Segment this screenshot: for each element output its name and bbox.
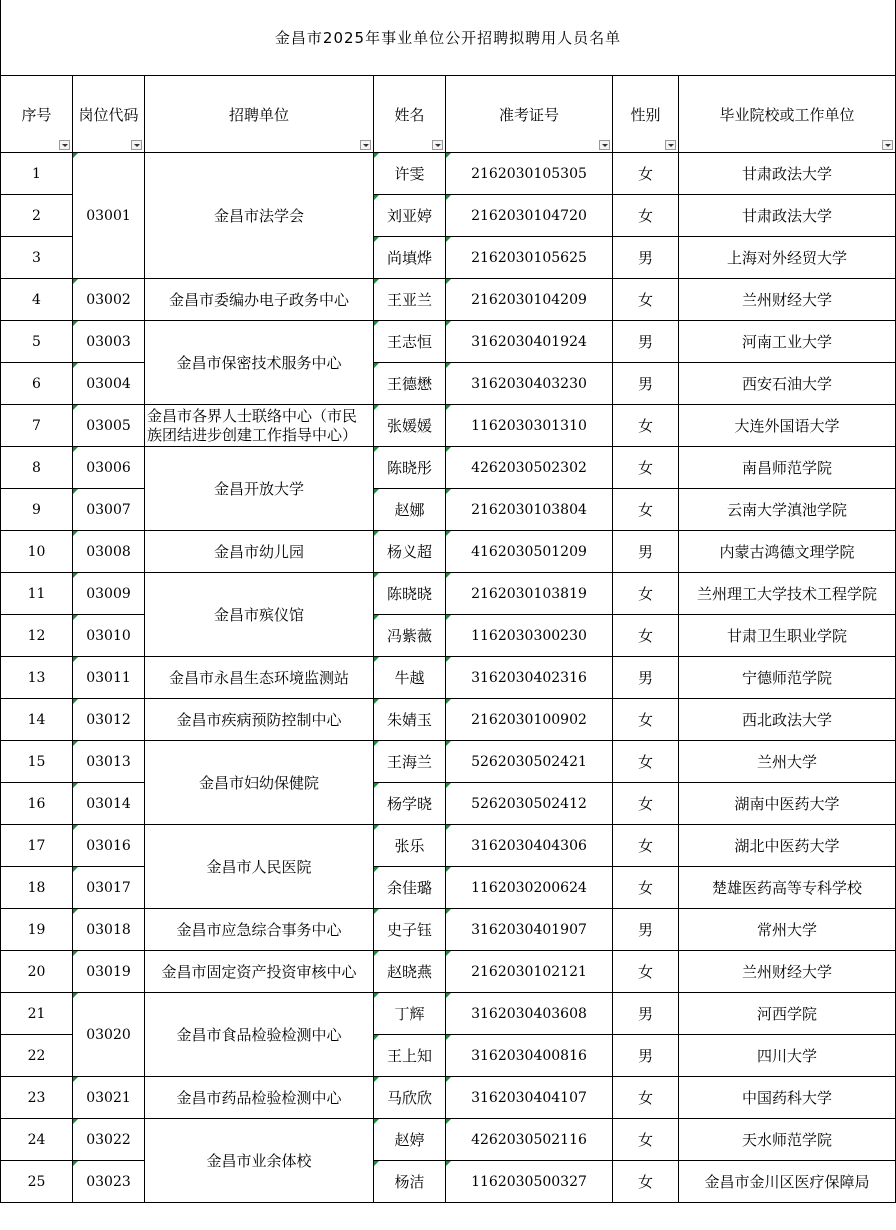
error-indicator-icon xyxy=(73,321,78,326)
cell-unit[interactable]: 金昌市殡仪馆 xyxy=(145,573,374,657)
cell-exam-no[interactable]: 2162030105625 xyxy=(446,237,613,279)
cell-school[interactable]: 湖北中医药大学 xyxy=(679,825,896,867)
cell-gender[interactable]: 女 xyxy=(613,153,679,195)
table-row xyxy=(1,783,896,825)
table-row xyxy=(1,867,896,909)
cell-name[interactable]: 丁辉 xyxy=(374,993,446,1035)
cell-exam-no[interactable]: 3162030403230 xyxy=(446,363,613,405)
cell-gender[interactable]: 女 xyxy=(613,951,679,993)
cell-seq[interactable]: 18 xyxy=(1,867,73,909)
cell-seq[interactable]: 12 xyxy=(1,615,73,657)
table-row xyxy=(1,699,896,741)
cell-post-code[interactable]: 03022 xyxy=(73,1119,145,1161)
cell-name[interactable]: 王志恒 xyxy=(374,321,446,363)
cell-gender[interactable]: 女 xyxy=(613,867,679,909)
table-row xyxy=(1,825,896,867)
cell-exam-no[interactable]: 2162030103804 xyxy=(446,489,613,531)
cell-post-code[interactable]: 03021 xyxy=(73,1077,145,1119)
error-indicator-icon xyxy=(446,405,451,410)
error-indicator-icon xyxy=(73,1161,78,1166)
error-indicator-icon xyxy=(73,825,78,830)
header-seq[interactable] xyxy=(1,76,73,153)
table-row xyxy=(1,321,896,363)
filter-dropdown-icon[interactable] xyxy=(360,140,371,150)
table-row xyxy=(1,279,896,321)
error-indicator-icon xyxy=(374,447,379,452)
cell-post-code[interactable]: 03007 xyxy=(73,489,145,531)
cell-gender[interactable]: 女 xyxy=(613,615,679,657)
cell-exam-no[interactable]: 4162030501209 xyxy=(446,531,613,573)
cell-post-code[interactable]: 03020 xyxy=(73,993,145,1077)
cell-unit[interactable]: 金昌市固定资产投资审核中心 xyxy=(145,951,374,993)
cell-gender[interactable]: 男 xyxy=(613,909,679,951)
cell-school[interactable]: 河南工业大学 xyxy=(679,321,896,363)
table-row xyxy=(1,909,896,951)
cell-name[interactable]: 许雯 xyxy=(374,153,446,195)
cell-seq[interactable]: 19 xyxy=(1,909,73,951)
cell-gender[interactable]: 女 xyxy=(613,1161,679,1203)
cell-exam-no[interactable]: 2162030100902 xyxy=(446,699,613,741)
header-exam-no-label: 准考证号 xyxy=(498,105,559,124)
error-indicator-icon xyxy=(446,825,451,830)
cell-gender[interactable]: 男 xyxy=(613,531,679,573)
cell-unit[interactable]: 金昌市幼儿园 xyxy=(145,531,374,573)
error-indicator-icon xyxy=(374,867,379,872)
error-indicator-icon xyxy=(374,1119,379,1124)
cell-gender[interactable]: 女 xyxy=(613,279,679,321)
cell-seq[interactable]: 11 xyxy=(1,573,73,615)
cell-name[interactable]: 刘亚婷 xyxy=(374,195,446,237)
error-indicator-icon xyxy=(73,951,78,956)
cell-unit[interactable]: 金昌市各界人士联络中心（市民族团结进步创建工作指导中心） xyxy=(145,405,374,447)
cell-name[interactable]: 杨义超 xyxy=(374,531,446,573)
error-indicator-icon xyxy=(73,909,78,914)
error-indicator-icon xyxy=(446,447,451,452)
cell-school[interactable]: 金昌市金川区医疗保障局 xyxy=(679,1161,896,1203)
cell-gender[interactable]: 男 xyxy=(613,657,679,699)
cell-seq[interactable]: 17 xyxy=(1,825,73,867)
cell-exam-no[interactable]: 1162030200624 xyxy=(446,867,613,909)
error-indicator-icon xyxy=(446,615,451,620)
cell-gender[interactable]: 男 xyxy=(613,363,679,405)
error-indicator-icon xyxy=(374,405,379,410)
cell-gender[interactable]: 女 xyxy=(613,1119,679,1161)
cell-school[interactable]: 甘肃政法大学 xyxy=(679,195,896,237)
cell-school[interactable]: 楚雄医药高等专科学校 xyxy=(679,867,896,909)
cell-post-code[interactable]: 03014 xyxy=(73,783,145,825)
cell-seq[interactable]: 24 xyxy=(1,1119,73,1161)
cell-exam-no[interactable]: 4262030502302 xyxy=(446,447,613,489)
cell-school[interactable]: 西北政法大学 xyxy=(679,699,896,741)
error-indicator-icon xyxy=(374,951,379,956)
error-indicator-icon xyxy=(374,153,379,158)
cell-school[interactable]: 内蒙古鸿德文理学院 xyxy=(679,531,896,573)
cell-seq[interactable]: 23 xyxy=(1,1077,73,1119)
filter-dropdown-icon[interactable] xyxy=(432,140,443,150)
error-indicator-icon xyxy=(374,489,379,494)
error-indicator-icon xyxy=(73,867,78,872)
cell-seq[interactable]: 22 xyxy=(1,1035,73,1077)
error-indicator-icon xyxy=(374,783,379,788)
error-indicator-icon xyxy=(374,615,379,620)
cell-exam-no[interactable]: 2162030102121 xyxy=(446,951,613,993)
cell-gender[interactable]: 女 xyxy=(613,825,679,867)
cell-name[interactable]: 杨学晓 xyxy=(374,783,446,825)
error-indicator-icon xyxy=(374,321,379,326)
header-name-label: 姓名 xyxy=(394,105,425,124)
cell-name[interactable]: 冯紫薇 xyxy=(374,615,446,657)
error-indicator-icon xyxy=(73,531,78,536)
cell-gender[interactable]: 男 xyxy=(613,1035,679,1077)
error-indicator-icon xyxy=(374,573,379,578)
cell-exam-no[interactable]: 2162030104209 xyxy=(446,279,613,321)
error-indicator-icon xyxy=(73,657,78,662)
error-indicator-icon xyxy=(73,993,78,998)
cell-school[interactable]: 中国药科大学 xyxy=(679,1077,896,1119)
header-school-label: 毕业院校或工作单位 xyxy=(719,105,855,124)
cell-seq[interactable]: 3 xyxy=(1,237,73,279)
error-indicator-icon xyxy=(374,741,379,746)
cell-gender[interactable]: 女 xyxy=(613,573,679,615)
cell-exam-no[interactable]: 2162030103819 xyxy=(446,573,613,615)
cell-gender[interactable]: 男 xyxy=(613,237,679,279)
cell-school[interactable]: 四川大学 xyxy=(679,1035,896,1077)
cell-post-code[interactable]: 03009 xyxy=(73,573,145,615)
error-indicator-icon xyxy=(73,363,78,368)
error-indicator-icon xyxy=(73,783,78,788)
error-indicator-icon xyxy=(73,489,78,494)
cell-school[interactable]: 大连外国语大学 xyxy=(679,405,896,447)
cell-name[interactable]: 余佳璐 xyxy=(374,867,446,909)
cell-name[interactable]: 陈晓晓 xyxy=(374,573,446,615)
cell-post-code[interactable]: 03008 xyxy=(73,531,145,573)
cell-gender[interactable]: 女 xyxy=(613,1077,679,1119)
error-indicator-icon xyxy=(446,699,451,704)
table-row xyxy=(1,1077,896,1119)
error-indicator-icon xyxy=(446,279,451,284)
error-indicator-icon xyxy=(446,363,451,368)
cell-seq[interactable]: 5 xyxy=(1,321,73,363)
error-indicator-icon xyxy=(73,1119,78,1124)
error-indicator-icon xyxy=(73,699,78,704)
cell-name[interactable]: 牛越 xyxy=(374,657,446,699)
cell-gender[interactable]: 女 xyxy=(613,195,679,237)
header-unit-label: 招聘单位 xyxy=(228,105,289,124)
error-indicator-icon xyxy=(73,279,78,284)
table-row xyxy=(1,363,896,405)
error-indicator-icon xyxy=(446,993,451,998)
cell-seq[interactable]: 8 xyxy=(1,447,73,489)
table-row xyxy=(1,951,896,993)
cell-school[interactable]: 兰州财经大学 xyxy=(679,279,896,321)
cell-exam-no[interactable]: 3162030401907 xyxy=(446,909,613,951)
cell-unit[interactable]: 金昌市药品检验检测中心 xyxy=(145,1077,374,1119)
cell-exam-no[interactable]: 1162030301310 xyxy=(446,405,613,447)
table-row xyxy=(1,993,896,1035)
cell-name[interactable]: 张乐 xyxy=(374,825,446,867)
cell-exam-no[interactable]: 4262030502116 xyxy=(446,1119,613,1161)
error-indicator-icon xyxy=(446,909,451,914)
error-indicator-icon xyxy=(374,909,379,914)
cell-unit[interactable]: 金昌市保密技术服务中心 xyxy=(145,321,374,405)
cell-unit[interactable]: 金昌市法学会 xyxy=(145,153,374,279)
header-exam-no[interactable] xyxy=(446,76,613,153)
cell-school[interactable]: 兰州理工大学技术工程学院 xyxy=(679,573,896,615)
cell-school[interactable]: 河西学院 xyxy=(679,993,896,1035)
cell-gender[interactable]: 女 xyxy=(613,405,679,447)
cell-gender[interactable]: 女 xyxy=(613,489,679,531)
cell-exam-no[interactable]: 3162030401924 xyxy=(446,321,613,363)
cell-seq[interactable]: 9 xyxy=(1,489,73,531)
error-indicator-icon xyxy=(446,657,451,662)
cell-unit[interactable]: 金昌开放大学 xyxy=(145,447,374,531)
cell-exam-no[interactable]: 3162030404107 xyxy=(446,1077,613,1119)
cell-name[interactable]: 赵娜 xyxy=(374,489,446,531)
error-indicator-icon xyxy=(73,1077,78,1082)
cell-exam-no[interactable]: 3162030400816 xyxy=(446,1035,613,1077)
error-indicator-icon xyxy=(446,531,451,536)
cell-exam-no[interactable]: 3162030404306 xyxy=(446,825,613,867)
filter-dropdown-icon[interactable] xyxy=(599,140,610,150)
cell-post-code[interactable]: 03006 xyxy=(73,447,145,489)
error-indicator-icon xyxy=(446,1035,451,1040)
cell-post-code[interactable]: 03017 xyxy=(73,867,145,909)
error-indicator-icon xyxy=(374,1077,379,1082)
cell-unit[interactable]: 金昌市疾病预防控制中心 xyxy=(145,699,374,741)
cell-name[interactable]: 王上知 xyxy=(374,1035,446,1077)
filter-dropdown-icon[interactable] xyxy=(59,140,70,150)
cell-seq[interactable]: 15 xyxy=(1,741,73,783)
cell-school[interactable]: 上海对外经贸大学 xyxy=(679,237,896,279)
error-indicator-icon xyxy=(374,699,379,704)
cell-seq[interactable]: 25 xyxy=(1,1161,73,1203)
header-gender-label: 性别 xyxy=(630,105,661,124)
cell-seq[interactable]: 16 xyxy=(1,783,73,825)
cell-seq[interactable]: 2 xyxy=(1,195,73,237)
page-title: 金昌市2025年事业单位公开招聘拟聘用人员名单 xyxy=(1,0,896,76)
cell-exam-no[interactable]: 3162030402316 xyxy=(446,657,613,699)
error-indicator-icon xyxy=(446,489,451,494)
cell-exam-no[interactable]: 3162030403608 xyxy=(446,993,613,1035)
cell-name[interactable]: 史子钰 xyxy=(374,909,446,951)
cell-unit[interactable]: 金昌市永昌生态环境监测站 xyxy=(145,657,374,699)
error-indicator-icon xyxy=(374,531,379,536)
error-indicator-icon xyxy=(446,573,451,578)
cell-gender[interactable]: 男 xyxy=(613,321,679,363)
cell-seq[interactable]: 1 xyxy=(1,153,73,195)
cell-post-code[interactable]: 03010 xyxy=(73,615,145,657)
cell-post-code[interactable]: 03013 xyxy=(73,741,145,783)
header-gender[interactable] xyxy=(613,76,679,153)
table-row xyxy=(1,741,896,783)
cell-school[interactable]: 甘肃政法大学 xyxy=(679,153,896,195)
header-post-code-label: 岗位代码 xyxy=(78,105,139,124)
cell-seq[interactable]: 4 xyxy=(1,279,73,321)
cell-post-code[interactable]: 03005 xyxy=(73,405,145,447)
cell-unit[interactable]: 金昌市人民医院 xyxy=(145,825,374,909)
cell-post-code[interactable]: 03004 xyxy=(73,363,145,405)
cell-post-code[interactable]: 03011 xyxy=(73,657,145,699)
table-row xyxy=(1,1119,896,1161)
cell-gender[interactable]: 女 xyxy=(613,447,679,489)
cell-exam-no[interactable]: 1162030500327 xyxy=(446,1161,613,1203)
error-indicator-icon xyxy=(374,195,379,200)
cell-post-code[interactable]: 03019 xyxy=(73,951,145,993)
cell-school[interactable]: 常州大学 xyxy=(679,909,896,951)
cell-name[interactable]: 王海兰 xyxy=(374,741,446,783)
table-row xyxy=(1,531,896,573)
cell-school[interactable]: 宁德师范学院 xyxy=(679,657,896,699)
cell-gender[interactable]: 女 xyxy=(613,783,679,825)
cell-gender[interactable]: 男 xyxy=(613,993,679,1035)
filter-dropdown-icon[interactable] xyxy=(882,140,893,150)
cell-school[interactable]: 甘肃卫生职业学院 xyxy=(679,615,896,657)
cell-name[interactable]: 王德懋 xyxy=(374,363,446,405)
error-indicator-icon xyxy=(446,741,451,746)
cell-name[interactable]: 赵婷 xyxy=(374,1119,446,1161)
cell-school[interactable]: 南昌师范学院 xyxy=(679,447,896,489)
cell-unit[interactable]: 金昌市业余体校 xyxy=(145,1119,374,1203)
error-indicator-icon xyxy=(446,153,451,158)
cell-unit[interactable]: 金昌市食品检验检测中心 xyxy=(145,993,374,1077)
cell-school[interactable]: 兰州财经大学 xyxy=(679,951,896,993)
error-indicator-icon xyxy=(374,993,379,998)
error-indicator-icon xyxy=(374,657,379,662)
error-indicator-icon xyxy=(446,195,451,200)
filter-dropdown-icon[interactable] xyxy=(131,140,142,150)
cell-name[interactable]: 朱婧玉 xyxy=(374,699,446,741)
cell-post-code[interactable]: 03003 xyxy=(73,321,145,363)
error-indicator-icon xyxy=(374,237,379,242)
cell-school[interactable]: 湖南中医药大学 xyxy=(679,783,896,825)
error-indicator-icon xyxy=(73,153,78,158)
cell-post-code[interactable]: 03002 xyxy=(73,279,145,321)
cell-school[interactable]: 西安石油大学 xyxy=(679,363,896,405)
filter-dropdown-icon[interactable] xyxy=(665,140,676,150)
cell-name[interactable]: 马欣欣 xyxy=(374,1077,446,1119)
cell-unit[interactable]: 金昌市应急综合事务中心 xyxy=(145,909,374,951)
error-indicator-icon xyxy=(374,1161,379,1166)
cell-unit[interactable]: 金昌市委编办电子政务中心 xyxy=(145,279,374,321)
cell-name[interactable]: 杨洁 xyxy=(374,1161,446,1203)
table-row xyxy=(1,1161,896,1203)
header-school[interactable] xyxy=(679,76,896,153)
cell-seq[interactable]: 10 xyxy=(1,531,73,573)
cell-name[interactable]: 尚填烨 xyxy=(374,237,446,279)
error-indicator-icon xyxy=(73,405,78,410)
error-indicator-icon xyxy=(73,573,78,578)
error-indicator-icon xyxy=(374,279,379,284)
cell-seq[interactable]: 7 xyxy=(1,405,73,447)
error-indicator-icon xyxy=(446,867,451,872)
error-indicator-icon xyxy=(446,951,451,956)
error-indicator-icon xyxy=(73,615,78,620)
cell-school[interactable]: 云南大学滇池学院 xyxy=(679,489,896,531)
error-indicator-icon xyxy=(446,321,451,326)
cell-seq[interactable]: 6 xyxy=(1,363,73,405)
header-seq-label: 序号 xyxy=(21,105,52,124)
cell-name[interactable]: 王亚兰 xyxy=(374,279,446,321)
table-row xyxy=(1,615,896,657)
error-indicator-icon xyxy=(73,447,78,452)
cell-school[interactable]: 天水师范学院 xyxy=(679,1119,896,1161)
table-row xyxy=(1,447,896,489)
error-indicator-icon xyxy=(374,825,379,830)
cell-name[interactable]: 赵晓燕 xyxy=(374,951,446,993)
error-indicator-icon xyxy=(446,1119,451,1124)
error-indicator-icon xyxy=(446,783,451,788)
cell-post-code[interactable]: 03016 xyxy=(73,825,145,867)
cell-name[interactable]: 陈晓彤 xyxy=(374,447,446,489)
table-row xyxy=(1,657,896,699)
header-post-code[interactable] xyxy=(73,76,145,153)
cell-exam-no[interactable]: 1162030300230 xyxy=(446,615,613,657)
header-unit[interactable] xyxy=(145,76,374,153)
error-indicator-icon xyxy=(374,363,379,368)
cell-seq[interactable]: 14 xyxy=(1,699,73,741)
table-row xyxy=(1,153,896,195)
error-indicator-icon xyxy=(446,1077,451,1082)
error-indicator-icon xyxy=(446,1161,451,1166)
cell-name[interactable]: 张媛媛 xyxy=(374,405,446,447)
error-indicator-icon xyxy=(446,237,451,242)
cell-gender[interactable]: 女 xyxy=(613,741,679,783)
cell-exam-no[interactable]: 2162030104720 xyxy=(446,195,613,237)
cell-unit[interactable]: 金昌市妇幼保健院 xyxy=(145,741,374,825)
table-row xyxy=(1,573,896,615)
cell-exam-no[interactable]: 5262030502412 xyxy=(446,783,613,825)
cell-post-code[interactable]: 03023 xyxy=(73,1161,145,1203)
cell-school[interactable]: 兰州大学 xyxy=(679,741,896,783)
cell-exam-no[interactable]: 5262030502421 xyxy=(446,741,613,783)
cell-seq[interactable]: 20 xyxy=(1,951,73,993)
cell-gender[interactable]: 女 xyxy=(613,699,679,741)
table-row xyxy=(1,489,896,531)
cell-post-code[interactable]: 03001 xyxy=(73,153,145,279)
header-name[interactable] xyxy=(374,76,446,153)
cell-post-code[interactable]: 03012 xyxy=(73,699,145,741)
cell-exam-no[interactable]: 2162030105305 xyxy=(446,153,613,195)
cell-seq[interactable]: 21 xyxy=(1,993,73,1035)
table-row xyxy=(1,405,896,447)
cell-post-code[interactable]: 03018 xyxy=(73,909,145,951)
error-indicator-icon xyxy=(374,1035,379,1040)
cell-seq[interactable]: 13 xyxy=(1,657,73,699)
error-indicator-icon xyxy=(73,741,78,746)
